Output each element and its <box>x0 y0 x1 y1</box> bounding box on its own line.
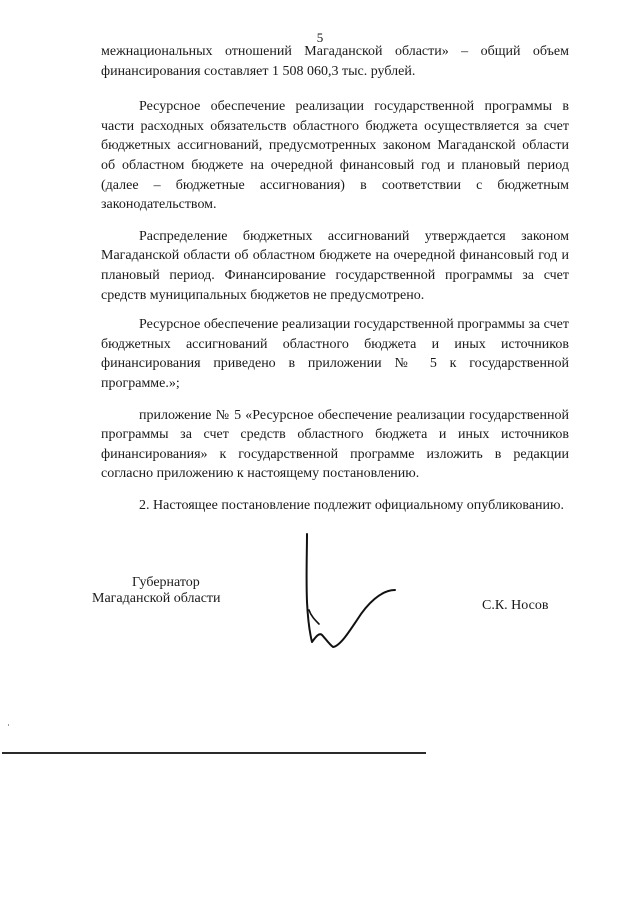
signature-title-line2: Магаданской области <box>92 591 221 606</box>
signatory-name: С.К. Носов <box>482 598 549 613</box>
page-number: 5 <box>316 30 324 45</box>
paragraph-2: Ресурсное обеспечение реализации государственной программы в части расходных обязательств областного бюджета осуществляется за счет бюджетных ассигнований, предусмотренных законом Магаданской области об областном бюджете на очередной финансовый год и плановый период (далее – бюджетные ассигнования) в соответствии с бюджетным законодательством. <box>101 99 569 213</box>
footer-rule <box>2 752 426 754</box>
document-body <box>101 42 569 515</box>
paragraph-4: Ресурсное обеспечение реализации государственной программы за счет бюджетных ассигнований областного бюджета и иных источников финансирования приведено в приложении № 5 к государственной программе.»; <box>101 317 569 391</box>
margin-mark <box>8 724 9 726</box>
paragraph-3: Распределение бюджетных ассигнований утверждается законом Магаданской области об областном бюджете на очередной финансовый год и плановый период. Финансирование государственной программы за счет средств муниципальных бюджетов не предусмотрено. <box>101 228 569 303</box>
paragraph-6: 2. Настоящее постановление подлежит официальному опубликованию. <box>139 497 564 513</box>
signature-title <box>92 575 221 607</box>
handwritten-signature <box>295 532 405 657</box>
signature-title-line1: Губернатор <box>132 575 200 590</box>
paragraph-1: межнациональных отношений Магаданской области» – общий объем финансирования составляет 1 508 060,3 тыс. рублей. <box>101 44 569 79</box>
paragraph-5: приложение № 5 «Ресурсное обеспечение реализации государственной программы за счет средств областного бюджета и иных источников финансирования» к государственной программе изложить в редакции согласно приложению к настоящему постановлению. <box>101 407 569 482</box>
